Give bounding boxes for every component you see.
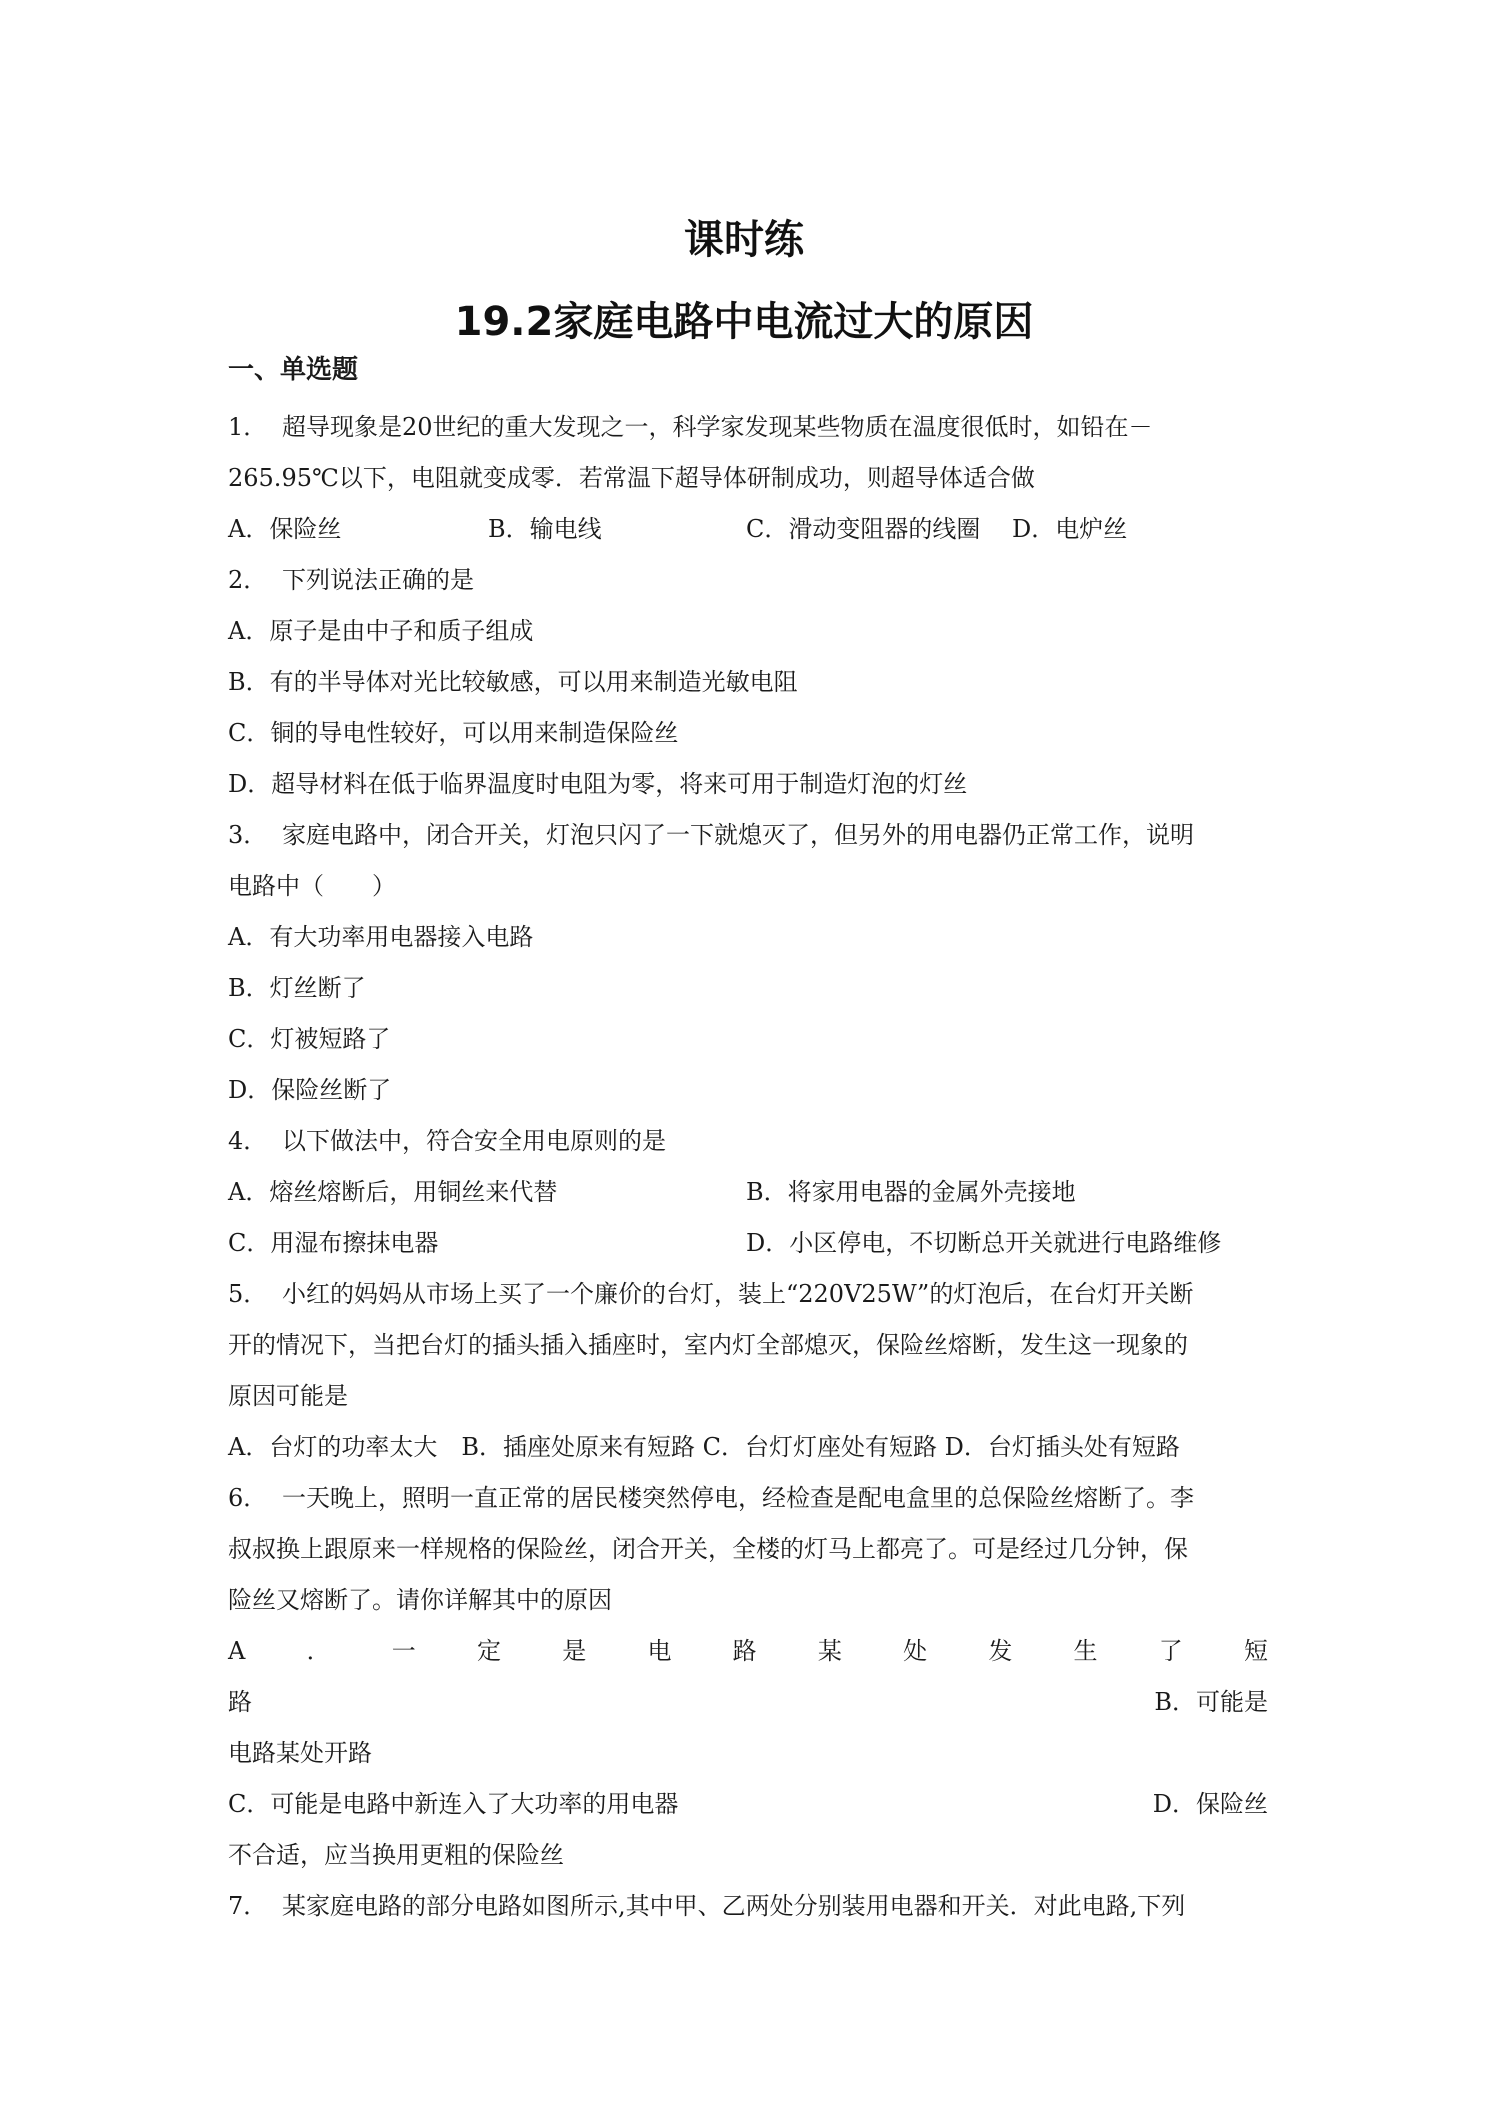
question-6-line-2: 叔叔换上跟原来一样规格的保险丝，闭合开关，全楼的灯马上都亮了。可是经过几分钟，保 (228, 1535, 1188, 1563)
question-6-option-d-tail: 不合适，应当换用更粗的保险丝 (228, 1841, 564, 1869)
question-6-option-c: C．可能是电路中新连入了大功率的用电器 (228, 1790, 679, 1818)
question-3-option-b: B．灯丝断了 (228, 974, 366, 1002)
question-5-line-2: 开的情况下，当把台灯的插头插入插座时，室内灯全部熄灭，保险丝熔断，发生这一现象的 (228, 1331, 1188, 1359)
question-1-line-1: 1． 超导现象是20世纪的重大发现之一，科学家发现某些物质在温度很低时，如铅在－ (228, 407, 1268, 447)
question-4-option-a: A．熔丝熔断后，用铜丝来代替 (228, 1178, 558, 1206)
question-3-line-2: 电路中（ ） (228, 872, 396, 900)
question-5-line-1: 5． 小红的妈妈从市场上买了一个廉价的台灯，装上“220V25W”的灯泡后，在台灯开关断 (228, 1274, 1268, 1314)
question-2-option-d: D．超导材料在低于临界温度时电阻为零，将来可用于制造灯泡的灯丝 (228, 770, 968, 798)
question-3-option-d: D．保险丝断了 (228, 1076, 392, 1104)
question-6-option-b-head: B．可能是 (1154, 1688, 1268, 1716)
question-2-number: 2． (228, 566, 268, 594)
question-6-option-a-end: 路 (228, 1688, 252, 1716)
question-6-line-1: 6． 一天晚上，照明一直正常的居民楼突然停电，经检查是配电盒里的总保险丝熔断了。李 (228, 1478, 1268, 1518)
question-4-stem: 4． 以下做法中，符合安全用电原则的是 (228, 1121, 1268, 1161)
question-2-option-b: B．有的半导体对光比较敏感，可以用来制造光敏电阻 (228, 668, 798, 696)
question-6-option-d-head: D．保险丝 (1152, 1790, 1268, 1818)
question-2-stem: 2． 下列说法正确的是 (228, 560, 1268, 600)
question-1-option-a: A．保险丝 (228, 515, 342, 543)
question-5-number: 5． (228, 1280, 268, 1308)
question-5-options: A．台灯的功率太大 B．插座处原来有短路 C．台灯灯座处有短路 D．台灯插头处有短路 (228, 1433, 1180, 1461)
question-6-number: 6． (228, 1484, 268, 1512)
question-1-option-b: B．输电线 (488, 515, 602, 543)
question-4-option-c: C．用湿布擦抹电器 (228, 1229, 439, 1257)
question-2-option-c: C．铜的导电性较好，可以用来制造保险丝 (228, 719, 679, 747)
question-6-line-3: 险丝又熔断了。请你详解其中的原因 (228, 1586, 612, 1614)
question-4-number: 4． (228, 1127, 268, 1155)
question-6-option-b-tail: 电路某处开路 (228, 1739, 372, 1767)
question-6-option-a-justified: A ． 一 定 是 电 路 某 处 发 生 了 短 (228, 1637, 1268, 1665)
question-1-option-d: D．电炉丝 (1012, 515, 1128, 543)
question-7-number: 7． (228, 1892, 268, 1920)
question-5-line-3: 原因可能是 (228, 1382, 348, 1410)
question-1-option-c: C．滑动变阻器的线圈 (746, 515, 981, 543)
question-1-number: 1． (228, 413, 268, 441)
question-3-number: 3． (228, 821, 268, 849)
question-7-line-1: 7． 某家庭电路的部分电路如图所示,其中甲、乙两处分别装用电器和开关．对此电路,下列 (228, 1886, 1268, 1926)
question-3-line-1: 3． 家庭电路中，闭合开关，灯泡只闪了一下就熄灭了，但另外的用电器仍正常工作，说明 (228, 815, 1268, 855)
question-3-option-c: C．灯被短路了 (228, 1025, 391, 1053)
question-1-line-2: 265.95℃以下，电阻就变成零．若常温下超导体研制成功，则超导体适合做 (228, 464, 1035, 492)
section-heading: 一、单选题 (228, 355, 359, 385)
page-title: 课时练 (684, 217, 804, 263)
question-4-option-b: B．将家用电器的金属外壳接地 (746, 1178, 1076, 1206)
question-3-option-a: A．有大功率用电器接入电路 (228, 923, 534, 951)
page-subtitle: 19.2家庭电路中电流过大的原因 (454, 299, 1034, 345)
question-4-option-d: D．小区停电，不切断总开关就进行电路维修 (746, 1229, 1222, 1257)
question-2-option-a: A．原子是由中子和质子组成 (228, 617, 534, 645)
